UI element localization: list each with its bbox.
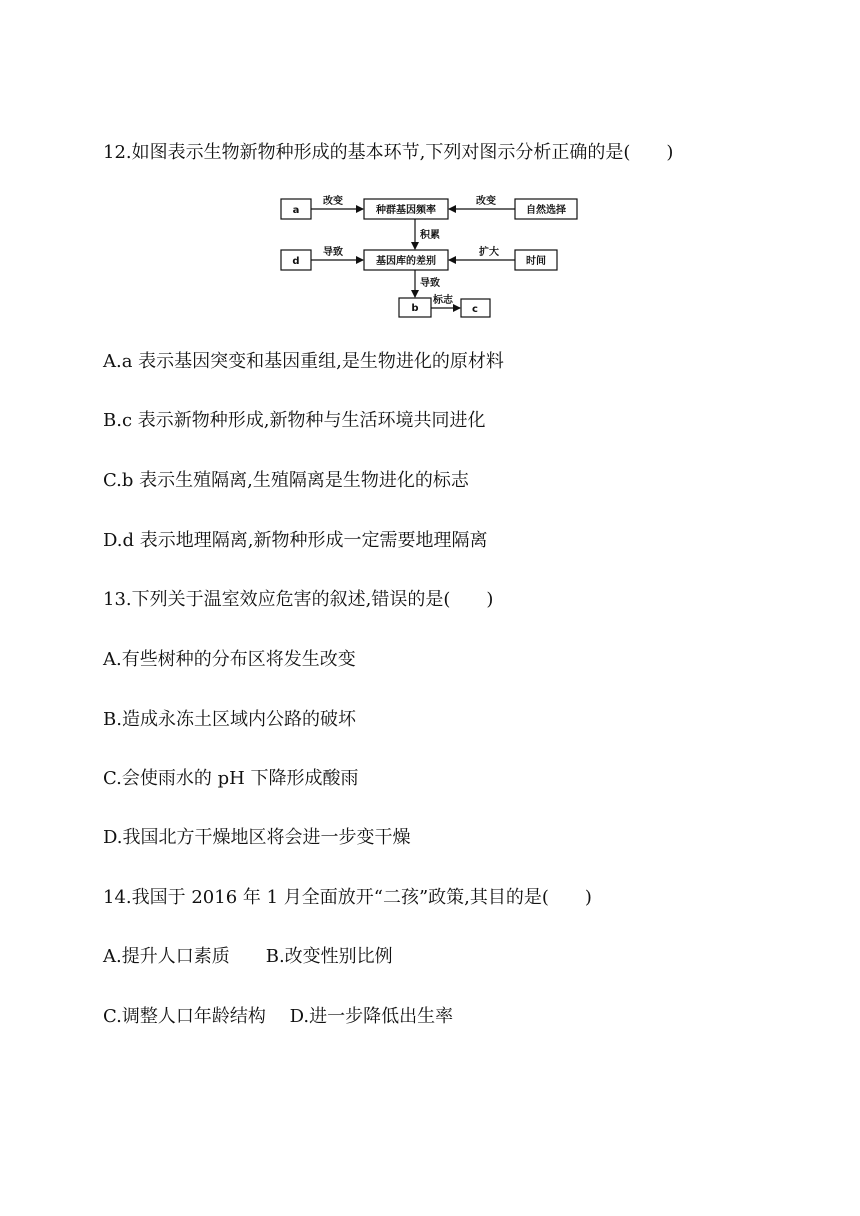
label-a-change: 改变 — [323, 196, 343, 207]
label-pool-cause: 导致 — [420, 278, 440, 289]
label-accumulate: 积累 — [420, 230, 440, 241]
q13-stem: 13.下列关于温室效应危害的叙述,错误的是( ) — [103, 589, 494, 610]
node-selection-label: 自然选择 — [526, 205, 566, 216]
q12-option-b: B.c 表示新物种形成,新物种与生活环境共同进化 — [103, 410, 486, 431]
q14-stem: 14.我国于 2016 年 1 月全面放开“二孩”政策,其目的是( ) — [103, 887, 592, 908]
node-a-label: a — [292, 205, 300, 216]
label-d-cause: 导致 — [323, 247, 343, 258]
node-gene-freq-label: 种群基因频率 — [376, 205, 436, 216]
label-selection-change: 改变 — [476, 196, 496, 207]
q12-option-d: D.d 表示地理隔离,新物种形成一定需要地理隔离 — [103, 530, 488, 551]
q12-option-c: C.b 表示生殖隔离,生殖隔离是生物进化的标志 — [103, 470, 469, 491]
q14-options-row-1: A.提升人口素质 B.改变性别比例 — [103, 946, 393, 967]
node-c-label: c — [472, 304, 478, 315]
label-expand: 扩大 — [479, 247, 499, 258]
q13-option-c: C.会使雨水的 pH 下降形成酸雨 — [103, 768, 359, 789]
speciation-diagram — [270, 190, 590, 322]
node-b-label: b — [411, 303, 419, 314]
q13-option-b: B.造成永冻土区域内公路的破坏 — [103, 709, 356, 730]
q13-option-d: D.我国北方干燥地区将会进一步变干燥 — [103, 827, 411, 848]
q12-option-a: A.a 表示基因突变和基因重组,是生物进化的原材料 — [103, 351, 504, 372]
q14-options-row-2: C.调整人口年龄结构 D.进一步降低出生率 — [103, 1006, 454, 1027]
q12-stem: 12.如图表示生物新物种形成的基本环节,下列对图示分析正确的是( ) — [103, 142, 674, 163]
node-pool-diff-label: 基因库的差别 — [376, 256, 436, 267]
node-time-label: 时间 — [526, 256, 546, 267]
label-mark: 标志 — [433, 295, 453, 306]
q13-option-a: A.有些树种的分布区将发生改变 — [103, 649, 356, 670]
node-d-label: d — [292, 256, 300, 267]
